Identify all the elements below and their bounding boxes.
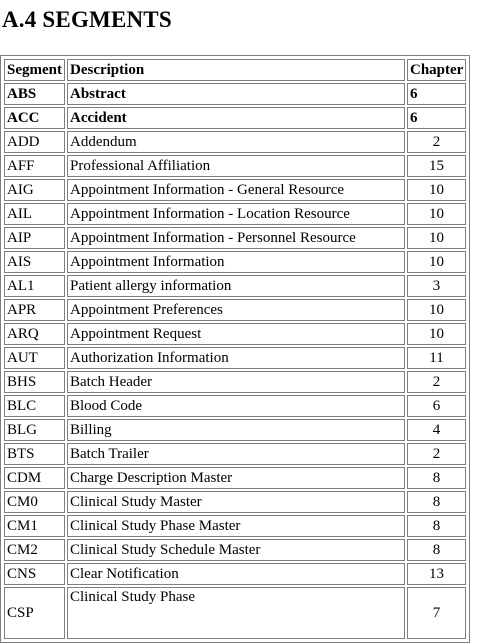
cell-chapter: 8 [407,515,466,537]
cell-description: Abstract [67,83,405,105]
cell-description: Batch Header [67,371,405,393]
table-row [4,179,466,201]
table-row [4,83,466,105]
cell-chapter: 10 [407,179,466,201]
cell-segment: CDM [4,467,65,489]
cell-chapter: 10 [407,251,466,273]
cell-description: Appointment Preferences [67,299,405,321]
cell-chapter: 8 [407,491,466,513]
cell-segment: CM0 [4,491,65,513]
cell-description: Blood Code [67,395,405,417]
cell-segment: CM1 [4,515,65,537]
table-row [4,203,466,225]
cell-segment: BHS [4,371,65,393]
cell-segment: CSP [4,587,65,639]
segments-table [2,57,468,641]
cell-description: Authorization Information [67,347,405,369]
cell-chapter: 2 [407,371,466,393]
cell-chapter: 13 [407,563,466,585]
table-row [4,131,466,153]
cell-chapter: 8 [407,539,466,561]
cell-segment: AFF [4,155,65,177]
cell-chapter: 6 [407,83,466,105]
segments-table-frame [0,55,470,643]
table-row [4,275,466,297]
cell-description: Clinical Study Master [67,491,405,513]
cell-segment: BLC [4,395,65,417]
cell-segment: ABS [4,83,65,105]
cell-description: Clinical Study Schedule Master [67,539,405,561]
cell-segment: AIL [4,203,65,225]
table-row [4,539,466,561]
cell-segment: ADD [4,131,65,153]
header-segment: Segment [4,59,65,81]
header-description: Description [67,59,405,81]
cell-chapter: 2 [407,443,466,465]
cell-segment: AIG [4,179,65,201]
cell-description: Accident [67,107,405,129]
cell-segment: CNS [4,563,65,585]
table-row [4,395,466,417]
cell-chapter: 8 [407,467,466,489]
table-row [4,371,466,393]
table-header-row [4,59,466,81]
table-row [4,443,466,465]
cell-description: Professional Affiliation [67,155,405,177]
cell-segment: BLG [4,419,65,441]
table-row [4,107,466,129]
cell-chapter: 15 [407,155,466,177]
cell-description: Appointment Information [67,251,405,273]
cell-description: Appointment Request [67,323,405,345]
table-row [4,467,466,489]
table-row [4,515,466,537]
cell-segment: ACC [4,107,65,129]
table-row [4,563,466,585]
cell-description: Clinical Study Phase Master [67,515,405,537]
cell-segment: CM2 [4,539,65,561]
cell-segment: ARQ [4,323,65,345]
table-row [4,299,466,321]
page-title: A.4 SEGMENTS [2,7,172,32]
cell-chapter: 6 [407,395,466,417]
table-row [4,419,466,441]
cell-description: Patient allergy information [67,275,405,297]
cell-segment: AIP [4,227,65,249]
cell-segment: AUT [4,347,65,369]
cell-segment: AL1 [4,275,65,297]
table-row [4,227,466,249]
cell-chapter: 10 [407,299,466,321]
table-row [4,587,466,639]
table-row [4,323,466,345]
cell-chapter: 6 [407,107,466,129]
cell-segment: BTS [4,443,65,465]
cell-description: Charge Description Master [67,467,405,489]
cell-description: Clear Notification [67,563,405,585]
header-chapter: Chapter [407,59,466,81]
cell-description: Appointment Information - Location Resource [67,203,405,225]
cell-chapter: 10 [407,227,466,249]
cell-chapter: 7 [407,587,466,639]
cell-chapter: 10 [407,323,466,345]
table-row [4,155,466,177]
cell-chapter: 2 [407,131,466,153]
table-row [4,251,466,273]
cell-segment: AIS [4,251,65,273]
cell-chapter: 11 [407,347,466,369]
cell-description: Addendum [67,131,405,153]
cell-chapter: 4 [407,419,466,441]
cell-chapter: 3 [407,275,466,297]
cell-chapter: 10 [407,203,466,225]
cell-description: Batch Trailer [67,443,405,465]
table-row [4,491,466,513]
cell-description: Appointment Information - General Resource [67,179,405,201]
cell-description: Clinical Study Phase [67,587,405,639]
cell-description: Billing [67,419,405,441]
cell-segment: APR [4,299,65,321]
cell-description: Appointment Information - Personnel Resource [67,227,405,249]
table-row [4,347,466,369]
